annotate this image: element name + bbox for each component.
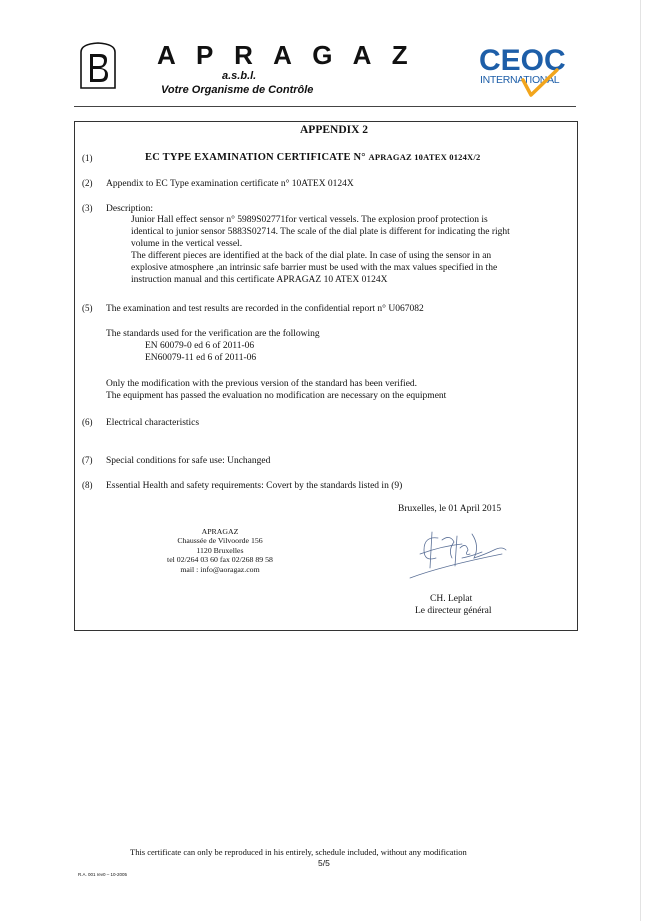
page-edge xyxy=(640,0,641,921)
section-number: (1) xyxy=(82,153,93,163)
header-rule xyxy=(74,106,576,107)
address-line: tel 02/264 03 60 fax 02/268 89 58 xyxy=(167,555,273,565)
apragaz-b-logo xyxy=(78,40,118,90)
description-line: volume in the vertical vessel. xyxy=(131,239,243,249)
verification-note: The equipment has passed the evaluation no modification are necessary on the equipment xyxy=(106,391,447,401)
address-line: APRAGAZ xyxy=(201,527,239,536)
section-number: (2) xyxy=(82,178,93,188)
address-line: mail : info@aoragaz.com xyxy=(180,564,260,574)
ceoc-logo xyxy=(479,40,571,100)
description-line: explosive atmosphere ,an intrinsic safe barrier must be used with the max values specified in the xyxy=(131,263,498,273)
description-label: Description: xyxy=(106,204,153,214)
brand-asbl: a.s.b.l. xyxy=(222,70,257,82)
description-line: The different pieces are identified at the back of the dial plate. In case of using the sensor in an xyxy=(131,251,492,261)
address-line: Chaussée de Vilvoorde 156 xyxy=(177,536,263,546)
form-reference: R.A. 001 rev0 – 10-2005 xyxy=(78,872,128,877)
appendix-reference: Appendix to EC Type examination certificate n° 10ATEX 0124X xyxy=(106,179,354,189)
certificate-title-main: EC TYPE EXAMINATION CERTIFICATE N° xyxy=(145,152,366,163)
address-block xyxy=(150,527,290,574)
handwritten-signature xyxy=(402,528,512,583)
special-conditions: Special conditions for safe use: Unchanged xyxy=(106,456,271,466)
address-line: 1120 Bruxelles xyxy=(196,545,244,555)
essential-requirements: Essential Health and safety requirements: Covert by the standards listed in (9) xyxy=(106,481,403,491)
certificate-number: APRAGAZ 10ATEX 0124X/2 xyxy=(368,152,481,162)
section-number: (7) xyxy=(82,455,93,465)
brand-tagline: Votre Organisme de Contrôle xyxy=(161,84,314,96)
reproduction-notice: This certificate can only be reproduced in his entirely, schedule included, without any modification xyxy=(130,847,467,857)
page-number: 5/5 xyxy=(318,858,330,868)
appendix-title: APPENDIX 2 xyxy=(300,124,369,136)
electrical-characteristics: Electrical characteristics xyxy=(106,418,200,428)
test-report-text: The examination and test results are recorded in the confidential report n° U067082 xyxy=(106,304,424,314)
description-line: identical to junior sensor 5883S02714. The scale of the dial plate is different for indicating the right xyxy=(131,227,510,237)
signatory-name: CH. Leplat xyxy=(430,594,473,604)
section-number: (6) xyxy=(82,417,93,427)
svg-text:INTERNATIONAL: INTERNATIONAL xyxy=(480,74,560,86)
standards-intro: The standards used for the verification are the following xyxy=(106,329,320,339)
verification-note: Only the modification with the previous version of the standard has been verified. xyxy=(106,379,418,389)
certificate-title xyxy=(145,152,480,164)
description-line: Junior Hall effect sensor n° 5989S02771for vertical vessels. The explosion proof protection is xyxy=(131,215,488,225)
description-line: instruction manual and this certificate APRAGAZ 10 ATEX 0124X xyxy=(131,275,388,285)
place-date: Bruxelles, le 01 April 2015 xyxy=(398,504,502,514)
section-number: (8) xyxy=(82,480,93,490)
standard-item: EN60079-11 ed 6 of 2011-06 xyxy=(145,353,257,363)
standard-item: EN 60079-0 ed 6 of 2011-06 xyxy=(145,341,255,351)
svg-text:CEOC: CEOC xyxy=(479,44,566,77)
section-number: (3) xyxy=(82,203,93,213)
brand-name: A P R A G A Z xyxy=(157,40,415,70)
signatory-role: Le directeur général xyxy=(415,606,492,616)
section-number: (5) xyxy=(82,303,93,313)
